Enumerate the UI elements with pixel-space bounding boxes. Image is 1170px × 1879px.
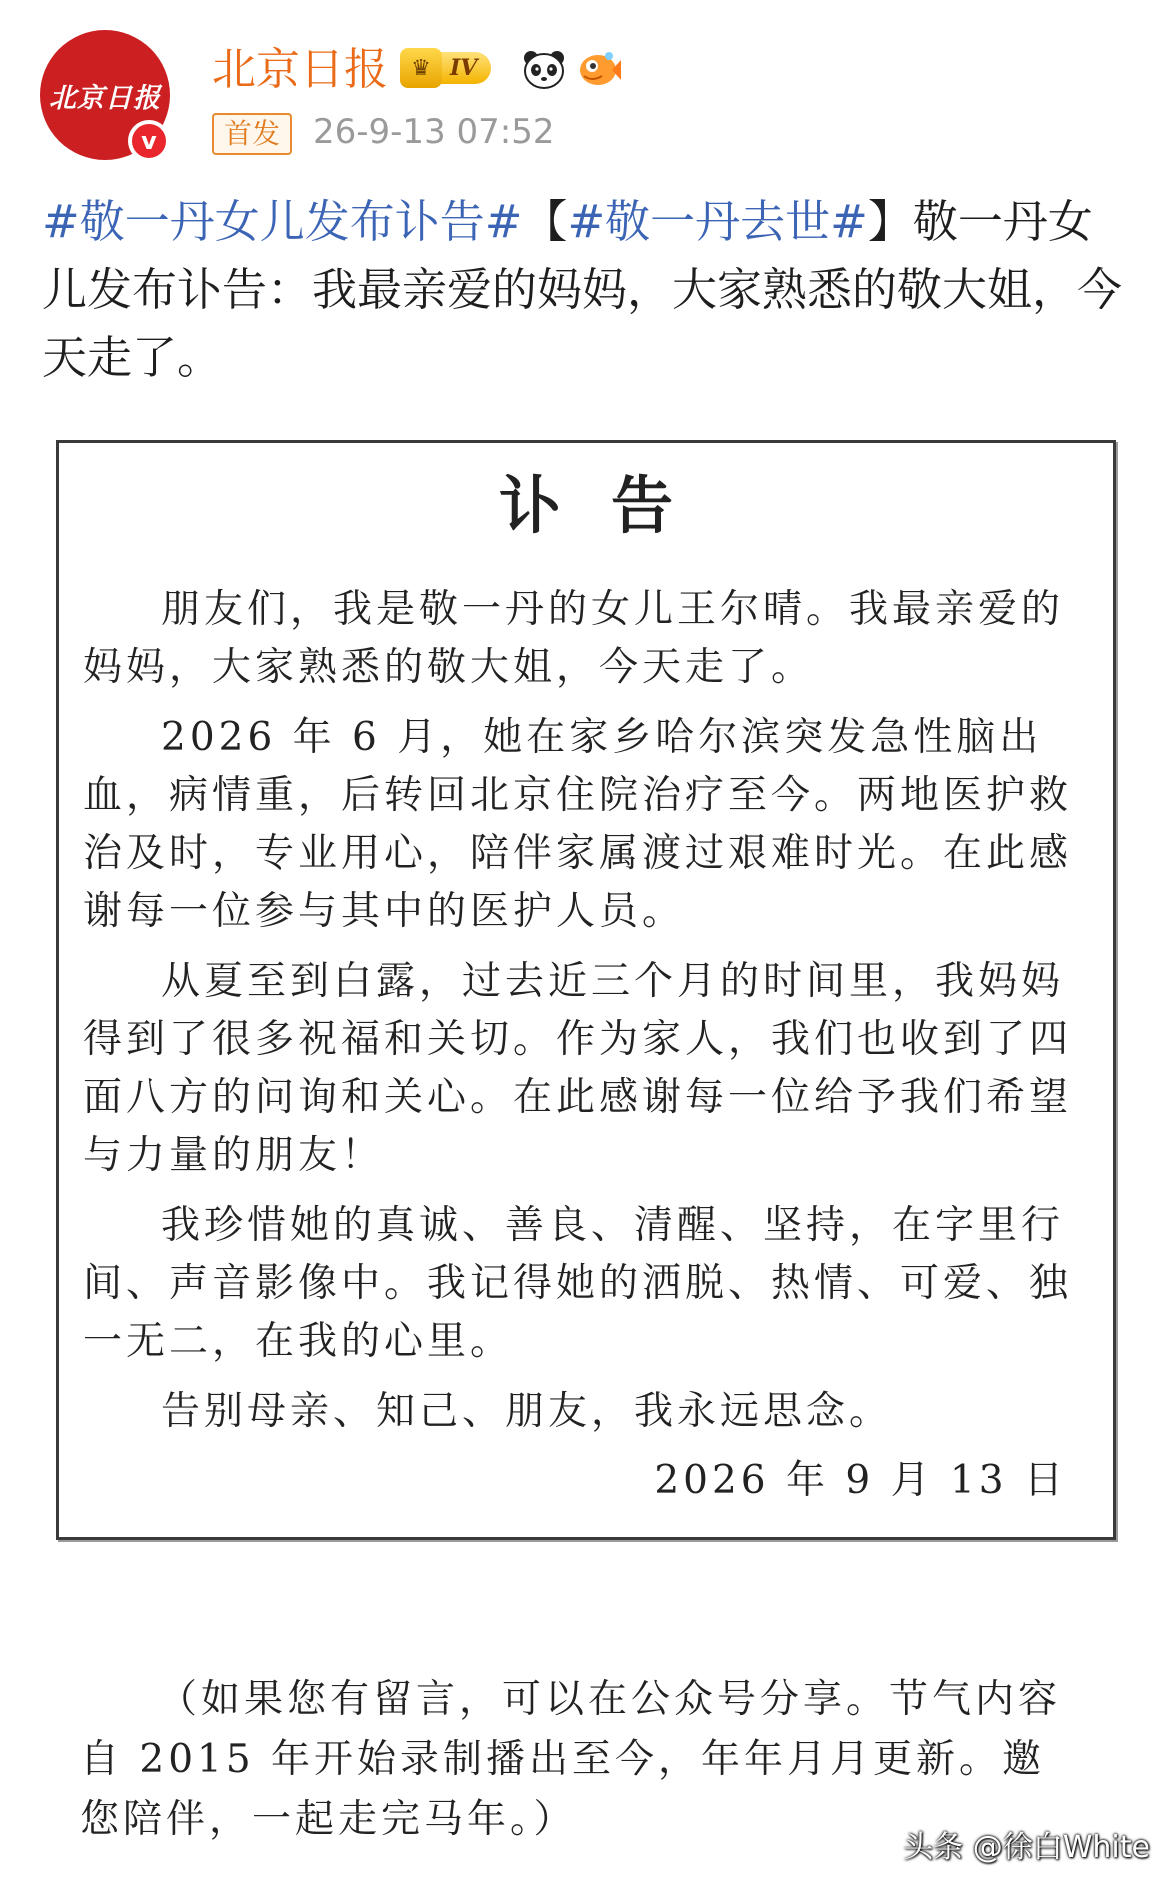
post-text — [42, 188, 1132, 392]
post-body-text: 敬一丹女儿发布讣告：我最亲爱的妈妈，大家熟悉的敬大姐，今天走了。 — [42, 195, 1123, 384]
first-publish-tag: 首发 — [212, 113, 292, 155]
hashtag-link[interactable]: #敬一丹去世# — [567, 195, 868, 248]
notice-date: 2026 年 9 月 13 日 — [654, 1458, 1067, 1503]
notice-paragraph: 朋友们，我是敬一丹的女儿王尔晴。我最亲爱的妈妈，大家熟悉的敬大姐，今天走了。 — [83, 587, 1065, 690]
watermark: 头条 @徐白White — [903, 1830, 1150, 1865]
panda-icon[interactable] — [522, 48, 566, 90]
fish-icon[interactable] — [576, 48, 622, 90]
notice-body — [83, 581, 1083, 1453]
verified-badge-icon: v — [128, 120, 170, 162]
hashtag-link[interactable]: #敬一丹女儿发布讣告# — [42, 195, 523, 248]
account-name[interactable]: 北京日报 — [212, 44, 388, 95]
obituary-notice-image[interactable] — [56, 440, 1116, 1540]
notice-paragraph: 我珍惜她的真诚、善良、清醒、坚持，在字里行间、声音影像中。我记得她的洒脱、热情、可爱、独一无二，在我的心里。 — [83, 1203, 1073, 1364]
bracket-close: 】 — [867, 195, 913, 248]
notice-title: 讣告 — [498, 469, 723, 542]
bracket-open: 【 — [522, 195, 568, 248]
post-timestamp: 26-9-13 07:52 — [313, 112, 555, 152]
level-badge-label: IV — [434, 52, 491, 84]
notice-paragraph: 2026 年 6 月，她在家乡哈尔滨突发急性脑出血，病情重，后转回北京住院治疗至今。两地医护救治及时，专业用心，陪伴家属渡过艰难时光。在此感谢每一位参与其中的医护人员。 — [83, 715, 1073, 934]
avatar-logo-text: 北京日报 — [49, 82, 161, 114]
level-badge[interactable] — [400, 48, 491, 88]
notice-paragraph: 从夏至到白露，过去近三个月的时间里，我妈妈得到了很多祝福和关切。作为家人，我们也收到了四面八方的问询和关心。在此感谢每一位给予我们希望与力量的朋友！ — [83, 959, 1073, 1178]
crown-icon: ♛ — [400, 48, 442, 88]
notice-paragraph: 告别母亲、知己、朋友，我永远思念。 — [161, 1389, 893, 1434]
footer-note: （如果您有留言，可以在公众号分享。节气内容自 2015 年开始录制播出至今，年年月月更新。邀您陪伴，一起走完马年。） — [80, 1677, 1062, 1842]
